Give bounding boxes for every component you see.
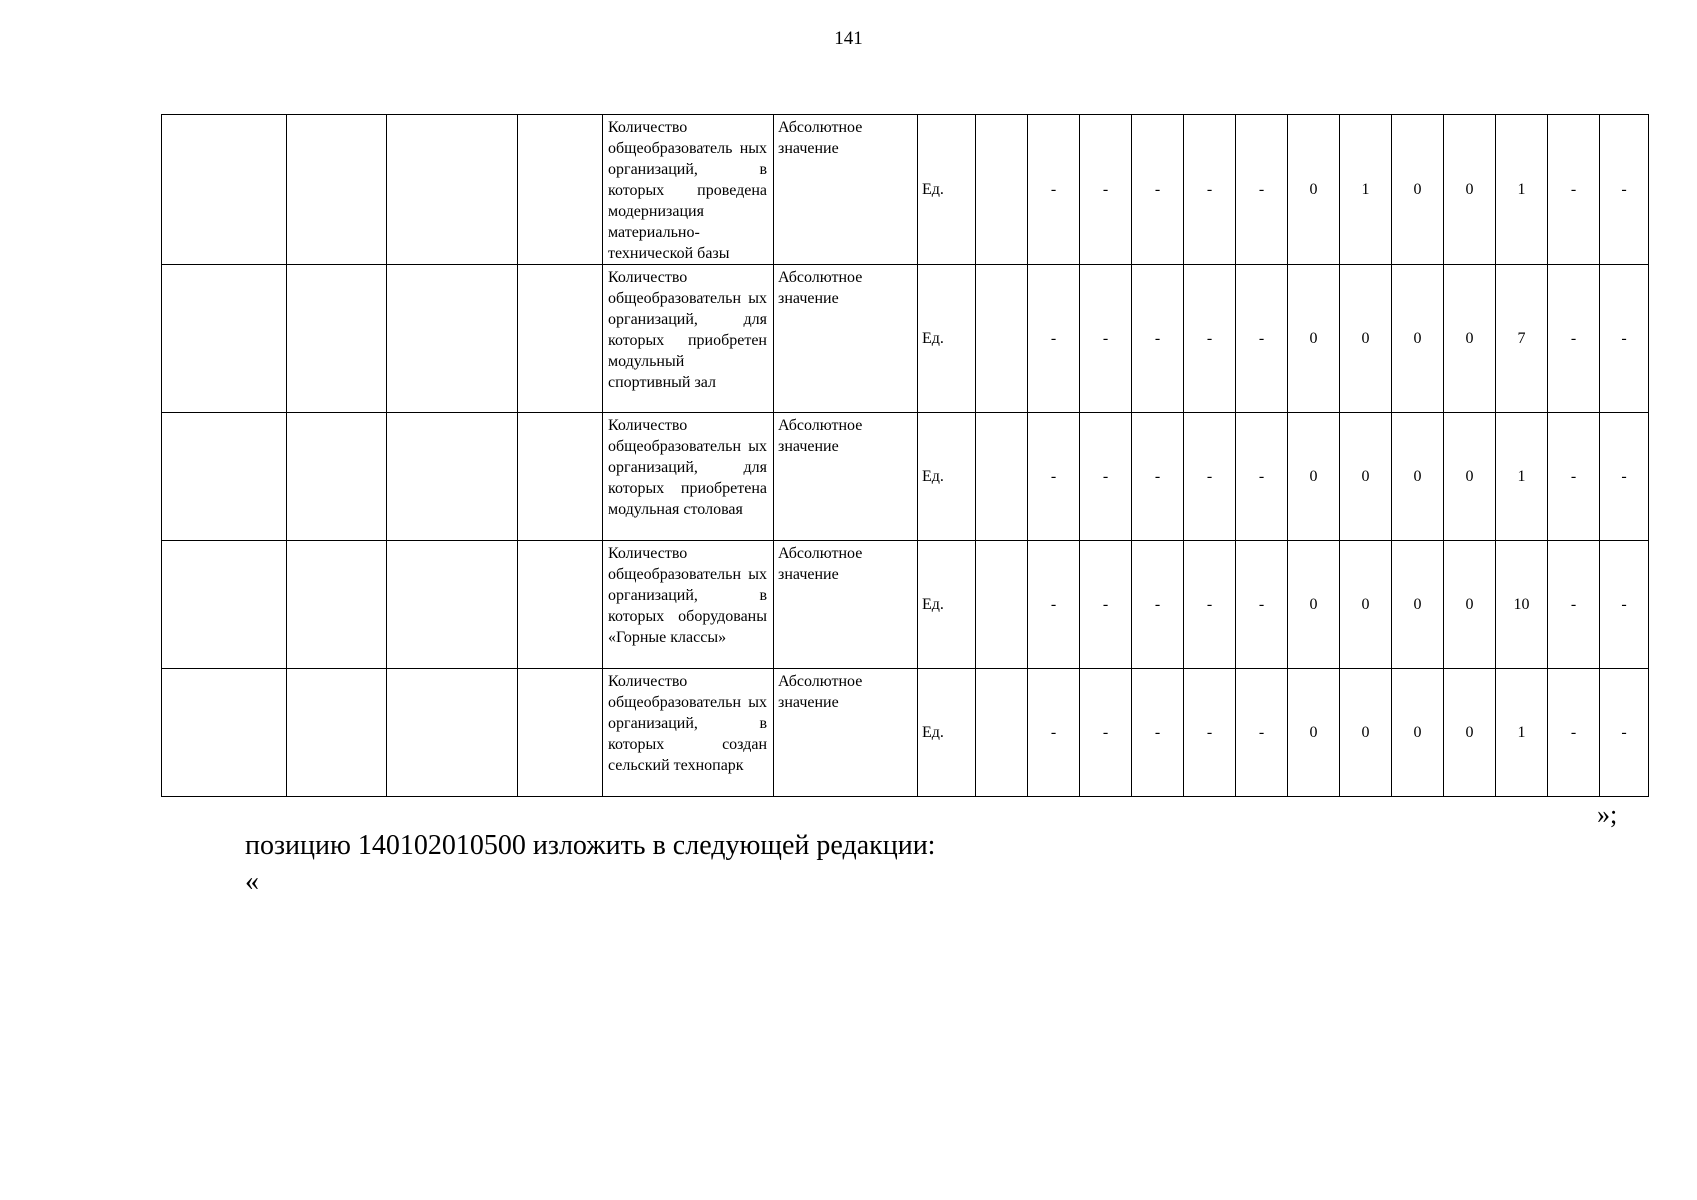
value-cell: 1 bbox=[1340, 115, 1392, 265]
table-row bbox=[162, 265, 1649, 413]
value-cell: - bbox=[1028, 265, 1080, 413]
value-cell: - bbox=[1028, 115, 1080, 265]
empty-cell bbox=[162, 413, 287, 541]
closing-quote: »; bbox=[1597, 800, 1618, 829]
value-cell: - bbox=[1600, 669, 1649, 797]
value-cell bbox=[976, 413, 1028, 541]
value-cell: 0 bbox=[1392, 115, 1444, 265]
value-cell: - bbox=[1080, 541, 1132, 669]
value-cell: 0 bbox=[1392, 541, 1444, 669]
empty-cell bbox=[287, 413, 387, 541]
value-cell: - bbox=[1236, 413, 1288, 541]
value-cell: - bbox=[1132, 669, 1184, 797]
value-cell: - bbox=[1548, 541, 1600, 669]
value-cell: - bbox=[1236, 541, 1288, 669]
empty-cell bbox=[162, 669, 287, 797]
value-cell: - bbox=[1548, 669, 1600, 797]
value-cell: 0 bbox=[1444, 541, 1496, 669]
table-row bbox=[162, 541, 1649, 669]
indicator-type-cell: Абсолютное значение bbox=[774, 265, 918, 413]
instruction-text: позицию 140102010500 изложить в следующей редакции: bbox=[245, 830, 936, 861]
value-cell: 0 bbox=[1392, 413, 1444, 541]
value-cell: 10 bbox=[1496, 541, 1548, 669]
empty-cell bbox=[518, 265, 603, 413]
value-cell: 0 bbox=[1444, 413, 1496, 541]
value-cell: 0 bbox=[1288, 413, 1340, 541]
value-cell: - bbox=[1548, 413, 1600, 541]
table-row bbox=[162, 669, 1649, 797]
value-cell: - bbox=[1236, 265, 1288, 413]
empty-cell bbox=[387, 541, 518, 669]
unit-cell: Ед. bbox=[918, 669, 976, 797]
value-cell: 0 bbox=[1340, 413, 1392, 541]
empty-cell bbox=[387, 115, 518, 265]
value-cell: 0 bbox=[1340, 541, 1392, 669]
value-cell: 0 bbox=[1444, 265, 1496, 413]
value-cell: - bbox=[1132, 265, 1184, 413]
value-cell: - bbox=[1184, 115, 1236, 265]
indicator-name-cell: Количество общеобразовательн ых организаций, для которых приобретена модульная столовая bbox=[603, 413, 774, 541]
value-cell: - bbox=[1548, 265, 1600, 413]
value-cell: 0 bbox=[1288, 115, 1340, 265]
value-cell: - bbox=[1080, 669, 1132, 797]
value-cell: 0 bbox=[1288, 669, 1340, 797]
indicator-type-cell: Абсолютное значение bbox=[774, 115, 918, 265]
value-cell: - bbox=[1028, 669, 1080, 797]
value-cell bbox=[976, 115, 1028, 265]
value-cell: - bbox=[1236, 669, 1288, 797]
empty-cell bbox=[287, 265, 387, 413]
value-cell: - bbox=[1600, 265, 1649, 413]
value-cell: - bbox=[1080, 115, 1132, 265]
table-row bbox=[162, 115, 1649, 265]
value-cell bbox=[976, 541, 1028, 669]
value-cell: - bbox=[1080, 265, 1132, 413]
value-cell: - bbox=[1132, 115, 1184, 265]
indicator-name-cell: Количество общеобразовательн ых организаций, в которых создан сельский технопарк bbox=[603, 669, 774, 797]
value-cell: 1 bbox=[1496, 115, 1548, 265]
value-cell: - bbox=[1600, 115, 1649, 265]
value-cell: - bbox=[1028, 541, 1080, 669]
empty-cell bbox=[518, 669, 603, 797]
indicator-type-cell: Абсолютное значение bbox=[774, 669, 918, 797]
indicator-name-cell: Количество общеобразователь ных организаций, в которых проведена модернизация материально-технической базы bbox=[603, 115, 774, 265]
empty-cell bbox=[287, 541, 387, 669]
empty-cell bbox=[287, 669, 387, 797]
value-cell: - bbox=[1600, 413, 1649, 541]
value-cell: 0 bbox=[1288, 265, 1340, 413]
value-cell: - bbox=[1184, 541, 1236, 669]
empty-cell bbox=[162, 541, 287, 669]
value-cell: - bbox=[1132, 413, 1184, 541]
value-cell: 0 bbox=[1444, 669, 1496, 797]
value-cell bbox=[976, 265, 1028, 413]
value-cell: 0 bbox=[1444, 115, 1496, 265]
value-cell: - bbox=[1600, 541, 1649, 669]
value-cell: - bbox=[1548, 115, 1600, 265]
value-cell: 1 bbox=[1496, 669, 1548, 797]
unit-cell: Ед. bbox=[918, 413, 976, 541]
value-cell: - bbox=[1080, 413, 1132, 541]
value-cell: 1 bbox=[1496, 413, 1548, 541]
indicator-type-cell: Абсолютное значение bbox=[774, 541, 918, 669]
table-row bbox=[162, 413, 1649, 541]
value-cell: - bbox=[1184, 413, 1236, 541]
empty-cell bbox=[387, 413, 518, 541]
unit-cell: Ед. bbox=[918, 541, 976, 669]
empty-cell bbox=[387, 265, 518, 413]
opening-quote: « bbox=[245, 866, 259, 897]
value-cell: - bbox=[1236, 115, 1288, 265]
value-cell: 0 bbox=[1392, 265, 1444, 413]
value-cell: - bbox=[1184, 265, 1236, 413]
value-cell: 0 bbox=[1340, 265, 1392, 413]
indicator-name-cell: Количество общеобразовательн ых организаций, в которых оборудованы «Горные классы» bbox=[603, 541, 774, 669]
indicator-name-cell: Количество общеобразовательн ых организаций, для которых приобретен модульный спортивный зал bbox=[603, 265, 774, 413]
value-cell: - bbox=[1184, 669, 1236, 797]
empty-cell bbox=[518, 541, 603, 669]
indicator-type-cell: Абсолютное значение bbox=[774, 413, 918, 541]
value-cell: 7 bbox=[1496, 265, 1548, 413]
empty-cell bbox=[387, 669, 518, 797]
value-cell bbox=[976, 669, 1028, 797]
unit-cell: Ед. bbox=[918, 265, 976, 413]
empty-cell bbox=[162, 115, 287, 265]
value-cell: - bbox=[1028, 413, 1080, 541]
empty-cell bbox=[518, 413, 603, 541]
value-cell: 0 bbox=[1392, 669, 1444, 797]
empty-cell bbox=[287, 115, 387, 265]
unit-cell: Ед. bbox=[918, 115, 976, 265]
indicators-table bbox=[161, 114, 1649, 797]
value-cell: 0 bbox=[1288, 541, 1340, 669]
empty-cell bbox=[518, 115, 603, 265]
value-cell: - bbox=[1132, 541, 1184, 669]
value-cell: 0 bbox=[1340, 669, 1392, 797]
page-number: 141 bbox=[834, 28, 863, 49]
empty-cell bbox=[162, 265, 287, 413]
